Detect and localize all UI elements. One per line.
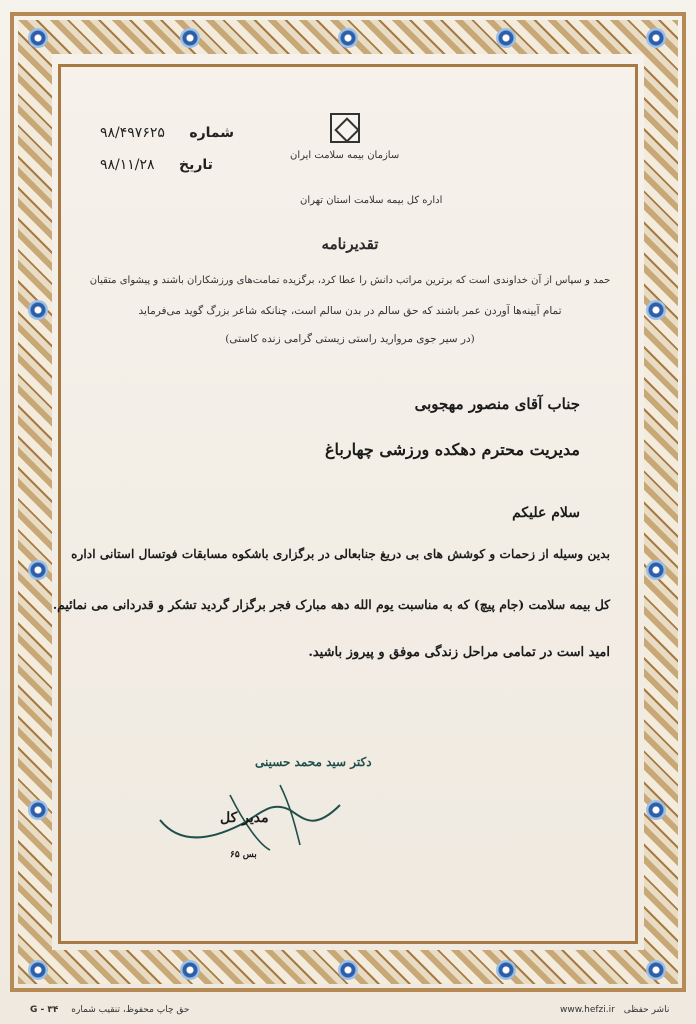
org-logo-icon [330, 113, 360, 143]
certificate-content [52, 95, 620, 935]
border-medallion-icon [28, 28, 48, 48]
certificate-title: تقدیرنامه [321, 235, 379, 253]
intro-line-1: حمد و سپاس از آن خداوندی است که برترین مراتب دانش را عطا کرد، برگزیده تمامت‌های ورزشکاران باشند و پیشوای متقیان [89, 275, 611, 286]
number-label: شماره [189, 125, 235, 141]
border-medallion-icon [28, 300, 48, 320]
recipient-name: جناب آقای منصور مهجوبی [414, 395, 580, 413]
footer-site: www.hefzi.ir [560, 1005, 615, 1015]
greeting: سلام علیکم [512, 505, 580, 521]
signatory-title: مدیر کل [220, 810, 269, 826]
org-subunit: اداره کل بیمه سلامت استان تهران [300, 195, 443, 206]
border-medallion-icon [28, 960, 48, 980]
border-medallion-icon [28, 800, 48, 820]
intro-line-3: (در سیر جوی مروارید راستی زیستی گرامی زنده کاستی) [225, 333, 475, 345]
signature-note: بس ۶۵ [230, 850, 257, 860]
body-line-3: امید است در تمامی مراحل زندگی موفق و پیروز باشید. [308, 645, 610, 660]
intro-line-2: تمام آیینه‌ها آوردن عمر باشند که حق سالم در بدن سالم است، چنانکه شاعر بزرگ گوید می‌فرماید [138, 305, 562, 317]
date-row [100, 157, 213, 173]
footer-code: G - ۳۴ [30, 1005, 59, 1015]
number-row [100, 125, 234, 141]
border-medallion-icon [646, 560, 666, 580]
border-medallion-icon [180, 960, 200, 980]
org-name: سازمان بیمه سلامت ایران [290, 150, 400, 161]
border-medallion-icon [646, 960, 666, 980]
footer-right [560, 1005, 669, 1015]
date-label: تاریخ [179, 157, 213, 173]
footer-copyright: حق چاپ محفوظ، تنقیب شماره [71, 1005, 190, 1015]
border-medallion-icon [180, 28, 200, 48]
border-medallion-icon [646, 800, 666, 820]
border-medallion-icon [28, 560, 48, 580]
date-value: ۹۸/۱۱/۲۸ [100, 157, 155, 173]
border-medallion-icon [496, 28, 516, 48]
border-medallion-icon [646, 28, 666, 48]
signatory-name: دکتر سید محمد حسینی [255, 755, 372, 769]
recipient-position: مدیریت محترم دهکده ورزشی چهارباغ [325, 440, 580, 459]
body-line-1: بدین وسیله از زحمات و کوشش های بی دریغ جنابعالی در برگزاری باشکوه مسابقات فوتسال استانی اداره [71, 547, 610, 561]
number-value: ۹۸/۴۹۷۶۲۵ [100, 125, 165, 141]
border-medallion-icon [496, 960, 516, 980]
footer-publisher: ناشر حفظی [623, 1005, 670, 1015]
border-medallion-icon [338, 28, 358, 48]
border-medallion-icon [338, 960, 358, 980]
footer-left [30, 1005, 190, 1015]
body-line-2: کل بیمه سلامت (جام پیچ) که به مناسبت یوم الله دهه مبارک فجر برگزار گردید تشکر و قدردانی می نمائیم. [52, 597, 610, 612]
border-medallion-icon [646, 300, 666, 320]
